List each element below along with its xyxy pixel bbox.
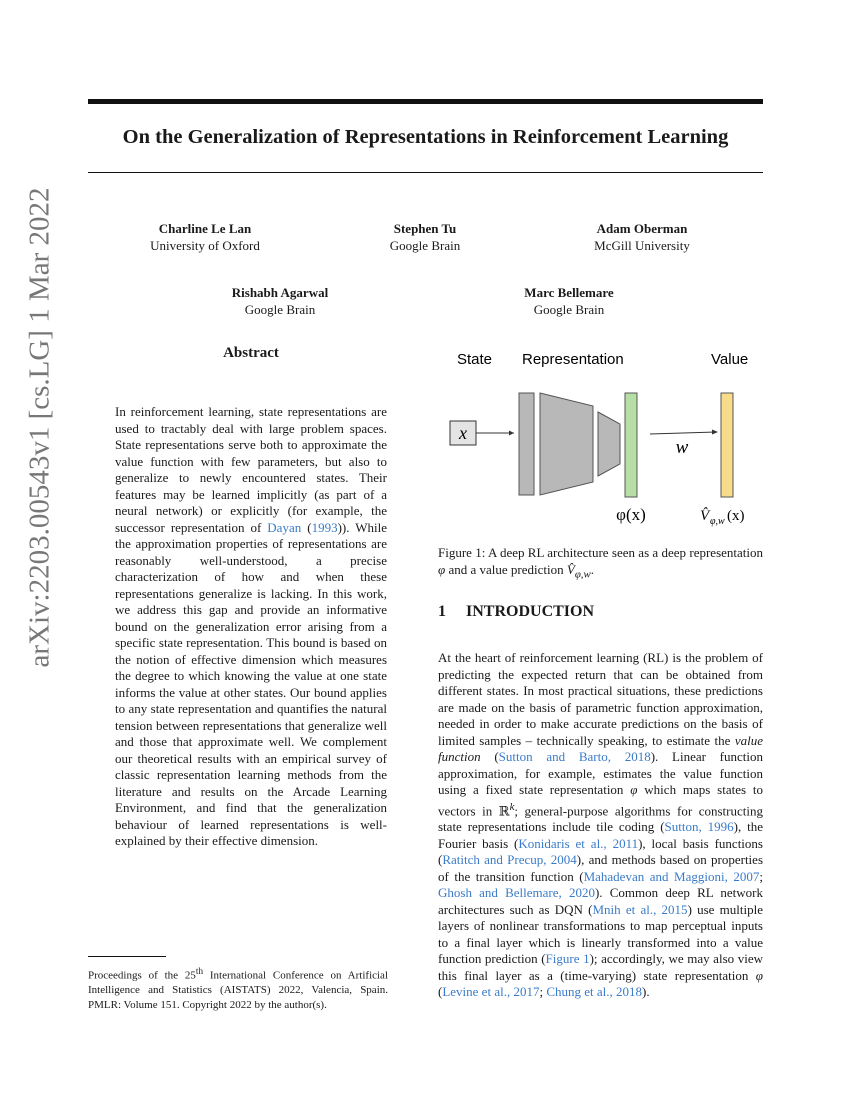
intro-reals-sup: k [509,800,515,813]
caption-text-3: . [590,562,594,577]
arxiv-sidebar [20,187,60,668]
encoder-layer-1 [519,393,534,495]
intro-text: ), local basis functions ( [438,835,763,868]
footnote-superscript: th [195,966,204,976]
author-name: Stephen Tu [393,221,457,236]
author-affiliation: Google Brain [533,302,605,317]
citation-dayan-year[interactable]: 1993 [311,519,338,535]
intro-text: ( [480,749,499,764]
author-affiliation: Google Brain [389,238,461,253]
abstract-body [115,404,387,850]
caption-phi: φ [438,562,446,577]
abstract-text-1: In reinforcement learning, state representations are used to tractably deal with large problem spaces. State representations serve both to approximate the value function with few parameters, but also to generalize to newly encountered states. Their features may be learned implicitly (as part of a neural network) or explicitly (for example, the successor representation of [115,404,387,535]
footnote-text-2: International Conference on Artificial Intelligence and Statistics (AISTATS) 2022, Valencia, Spain. PMLR: Volume 151. Copyright 2022 by the author(s). [88,969,388,1011]
intro-reals: ℝ [498,802,510,818]
author-name: Charline Le Lan [158,221,252,236]
vhat-argument: (x) [727,508,745,524]
intro-text: ). [642,984,650,1000]
author-name: Adam Oberman [596,221,688,236]
vhat-symbol: V̂ [700,508,710,524]
caption-vhat-sub: φ,w [574,568,591,581]
phi-layer [625,393,637,497]
figure-1-reference[interactable]: Figure 1 [545,951,590,967]
section-heading [438,603,594,621]
intro-text: ). Linear function approximation, for example, estimates the value function using a fixed state representation [438,749,763,797]
label-value: Value [711,351,749,368]
author-name: Rishabh Agarwal [231,285,329,300]
intro-text: ; [539,984,547,1000]
input-x: x [459,423,467,443]
intro-phi: φ [755,967,763,983]
author-block-1 [125,220,285,254]
value-layer [721,393,733,497]
architecture-diagram [438,340,763,535]
citation-sutton-1996[interactable]: Sutton, 1996 [664,819,734,835]
title-bottom-rule [88,172,763,173]
abstract-paren: ( [301,519,312,535]
author-affiliation: McGill University [594,238,690,253]
author-block-3 [562,220,722,254]
abstract-text-2: )). While the approximation properties of representations are reasonably well-understood, a precise characterization of how and when these representations generalize is lacking. In this work, we address this gap and provide an informative bound on the generalization error arising from a specific state representation. This bound is based on the notion of effective dimension which measures the degree to which knowing the value at one state informs the value at other states. Our bound applies to any state representation and quantifies the natural tension between representations that generalize well and those that approximate well. We complement our theoretical results with an empirical survey of classic representation learning methods from the literature and results on the Arcade Learning Environment, and find that the generalization behaviour of learned representations is well-explained by their effective dimension. [115,519,387,848]
citation-konidaris[interactable]: Konidaris et al., 2011 [518,835,639,851]
footnote-text-1: Proceedings of the 25 [88,969,196,982]
intro-emphasis: value function [438,732,763,764]
weight-arrow [650,432,716,434]
introduction-paragraph [438,650,763,1001]
vhat-label [700,508,745,527]
figure-1 [438,340,763,535]
label-state: State [457,351,493,368]
citation-ratitch[interactable]: Ratitch and Precup, 2004 [442,852,577,868]
encoder-layer-2 [540,393,593,495]
intro-text: ). Common deep RL network architectures such as DQN ( [438,885,763,917]
caption-text-1: Figure 1: A deep RL architecture seen as a deep representation [438,545,763,560]
title-top-rule [88,99,763,104]
intro-text: ), and methods based on properties of the transition function ( [438,852,763,884]
phi-x-label: φ(x) [616,505,646,524]
label-representation: Representation [522,351,624,368]
footnote-rule [88,956,166,957]
citation-levine[interactable]: Levine et al., 2017 [442,984,540,1000]
citation-mahadevan[interactable]: Mahadevan and Maggioni, 2007 [583,868,760,884]
citation-ghosh[interactable]: Ghosh and Bellemare, 2020 [438,885,595,901]
weight-w: w [675,437,689,458]
encoder-layer-3 [598,412,620,476]
footnote [88,964,388,1012]
intro-phi: φ [630,782,638,797]
author-affiliation: Google Brain [244,302,316,317]
abstract-heading: Abstract [223,345,279,361]
figure-1-caption [438,544,763,584]
author-affiliation: University of Oxford [150,238,260,253]
intro-text: ), the Fourier basis ( [438,819,763,851]
section-number: 1 [438,603,446,620]
arxiv-stamp: arXiv:2203.00543v1 [cs.LG] 1 Mar 2022 [23,187,56,668]
intro-text: ; general-purpose algorithms for constructing state representations include tile coding ( [438,802,763,835]
citation-chung[interactable]: Chung et al., 2018 [546,984,643,1000]
weight-arrowhead [712,430,718,435]
paper-title: On the Generalization of Representations in Reinforcement Learning [122,126,729,148]
intro-text: ( [438,984,443,1000]
input-arrowhead [509,431,514,436]
intro-text: which maps states to vectors in [438,782,763,818]
author-block-5 [489,284,649,318]
intro-text: At the heart of reinforcement learning (RL) is the problem of predicting the expected return that can be obtained from different states. In most practical situations, these predictions are made on the basis of parametric function approximation, needed in order to make accurate predictions on the basis of limited samples – technically speaking, to estimate the [438,650,763,748]
intro-text: ); accordingly, we may also view this final layer as a (time-varying) state representation [438,951,763,983]
author-name: Marc Bellemare [524,285,614,300]
caption-vhat: V̂ [566,562,575,577]
caption-text-2: and a value prediction [445,562,567,577]
intro-text: ; [759,868,763,884]
vhat-subscript: φ,w [710,516,725,527]
intro-text: ) use multiple layers of nonlinear transformations to map perceptual inputs to a final layer which is linearly transformed into a value function prediction ( [438,901,763,967]
author-block-4 [200,284,360,318]
citation-sutton-barto[interactable]: Sutton and Barto, 2018 [498,749,651,764]
section-title: INTRODUCTION [466,603,595,620]
author-block-2 [345,220,505,254]
citation-mnih[interactable]: Mnih et al., 2015 [592,901,688,917]
citation-dayan[interactable]: Dayan [267,519,302,535]
